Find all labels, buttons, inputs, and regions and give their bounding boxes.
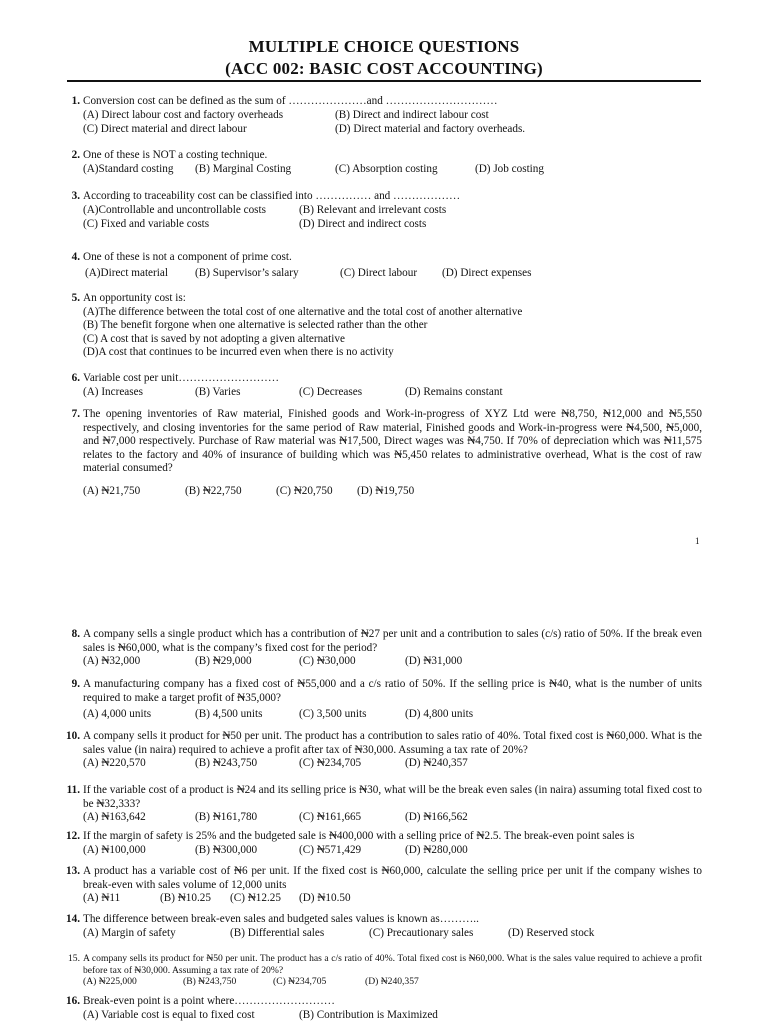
- option-a: (A) ₦100,000: [83, 843, 146, 856]
- question-5: [66, 292, 702, 360]
- question-stem: A company sells its product for ₦50 per unit. The product has a c/s ratio of 40%. Total fixed cost is ₦60,000. What is the sales value required to achieve a profit before tax of ₦30,000. Assuming a tax rate of 20%?: [83, 953, 702, 976]
- question-stem: If the variable cost of a product is ₦24 and its selling price is ₦30, what will be the break even sales (in naira) assuming total fixed cost to be ₦32,333?: [83, 784, 702, 810]
- question-6: [66, 372, 702, 400]
- option-b: (B) ₦10.25: [160, 892, 211, 905]
- question-stem: One of these is not a component of prime cost.: [83, 251, 292, 263]
- option-d: (D) Remains constant: [405, 385, 503, 398]
- option-d: (D) Reserved stock: [508, 926, 595, 939]
- question-16: [66, 995, 702, 1023]
- question-number: 3.: [71, 190, 80, 202]
- option-a: (A) ₦11: [83, 892, 121, 905]
- question-stem: A manufacturing company has a fixed cost of ₦55,000 and a c/s ratio of 50%. If the selling price is ₦40, what is the number of units required to make a target profit of ₦35,000?: [83, 678, 702, 704]
- option-b: (B) Direct and indirect labour cost: [335, 108, 489, 121]
- option-b: (B) Marginal Costing: [195, 162, 292, 175]
- question-number: 11.: [66, 784, 80, 796]
- question-1: [66, 95, 702, 137]
- option-a: (A) Margin of safety: [83, 926, 176, 939]
- option-b: (B) ₦161,780: [195, 811, 258, 824]
- option-b: (B) The benefit forgone when one alternative is selected rather than the other: [83, 319, 428, 332]
- option-b: (B) Supervisor’s salary: [195, 266, 299, 279]
- option-c: (C) ₦12.25: [230, 892, 281, 905]
- option-d: (D) Direct expenses: [442, 266, 532, 279]
- question-number: 10.: [66, 730, 80, 742]
- option-a: (A) ₦163,642: [83, 811, 146, 824]
- option-a: (A) Increases: [83, 385, 143, 398]
- question-7: [66, 408, 702, 499]
- option-b: (B) Relevant and irrelevant costs: [299, 203, 447, 216]
- option-a: (A) Variable cost is equal to fixed cost: [83, 1008, 255, 1021]
- question-number: 1.: [71, 95, 80, 107]
- question-2: [66, 149, 702, 177]
- question-stem: Break-even point is a point where………………………: [83, 995, 335, 1007]
- option-c: (C) Direct labour: [340, 266, 418, 279]
- option-a: (A)Controllable and uncontrollable costs: [83, 203, 266, 216]
- question-number: 5.: [71, 292, 80, 304]
- question-3: [66, 190, 702, 232]
- question-number: 8.: [71, 628, 80, 640]
- option-d: (D) ₦280,000: [405, 843, 468, 856]
- question-number: 15.: [68, 953, 80, 964]
- option-b: (B) 4,500 units: [195, 708, 263, 721]
- option-d: (D) ₦240,357: [405, 757, 468, 770]
- question-number: 13.: [66, 865, 80, 877]
- question-number: 7.: [71, 408, 80, 420]
- question-15: [66, 953, 702, 988]
- option-d: (D) ₦240,357: [365, 976, 419, 987]
- option-b: (B) Differential sales: [230, 926, 325, 939]
- option-c: (C) ₦20,750: [276, 484, 333, 497]
- question-stem: A company sells it product for ₦50 per unit. The product has a contribution to sales ratio of 40%. Total fixed cost is ₦60,000. What is the sales value (in naira) required to achieve a profit after tax of ₦30,000. Assuming a tax rate of 20%?: [83, 730, 702, 756]
- option-b: (B) ₦22,750: [185, 484, 242, 497]
- option-a: (A)The difference between the total cost of one alternative and the total cost of another alternative: [83, 305, 523, 318]
- question-9: [66, 678, 702, 722]
- option-b: (B) ₦243,750: [195, 757, 258, 770]
- option-d: (D) 4,800 units: [405, 708, 474, 721]
- option-d: (D)A cost that continues to be incurred even when there is no activity: [83, 346, 394, 359]
- option-a: (A) ₦225,000: [83, 976, 137, 987]
- option-c: (C) Direct material and direct labour: [83, 122, 247, 135]
- question-14: [66, 913, 702, 941]
- option-c: (C) Precautionary sales: [369, 926, 474, 939]
- option-b: (B) ₦243,750: [183, 976, 237, 987]
- question-number: 12.: [66, 830, 80, 842]
- question-13: [66, 865, 702, 906]
- question-4: [66, 251, 702, 281]
- question-number: 4.: [71, 251, 80, 263]
- question-stem: Conversion cost can be defined as the sum of …………………and …………………………: [83, 95, 498, 107]
- option-d: (D) Direct and indirect costs: [299, 217, 427, 230]
- page-number: 1: [695, 536, 700, 546]
- option-d: (D) ₦166,562: [405, 811, 468, 824]
- question-stem: The difference between break-even sales and budgeted sales values is known as………..: [83, 913, 479, 925]
- question-stem: According to traceability cost can be classified into …………… and ………………: [83, 190, 461, 202]
- option-b: (B) Varies: [195, 385, 241, 398]
- document-subtitle: (ACC 002: BASIC COST ACCOUNTING): [225, 59, 543, 78]
- option-a: (A) 4,000 units: [83, 708, 152, 721]
- option-a: (A)Standard costing: [83, 162, 174, 175]
- question-number: 6.: [71, 372, 80, 384]
- option-d: (D) Direct material and factory overheads.: [335, 122, 526, 135]
- question-stem: An opportunity cost is:: [83, 292, 186, 304]
- question-stem: If the margin of safety is 25% and the budgeted sale is ₦400,000 with a selling price of ₦2.5. The break-even point sales is: [83, 830, 635, 842]
- option-c: (C) ₦571,429: [299, 843, 362, 856]
- option-c: (C) Absorption costing: [335, 162, 438, 175]
- question-stem: One of these is NOT a costing technique.: [83, 149, 268, 161]
- option-c: (C) ₦161,665: [299, 811, 362, 824]
- option-a: (A) ₦21,750: [83, 484, 141, 497]
- question-number: 2.: [71, 149, 80, 161]
- option-c: (C) ₦30,000: [299, 655, 356, 668]
- option-c: (C) A cost that is saved by not adopting a given alternative: [83, 332, 345, 345]
- question-stem: A product has a variable cost of ₦6 per unit. If the fixed cost is ₦60,000, calculate the selling price per unit if the company wishes to break-even with sales volume of 12,000 units: [83, 865, 702, 891]
- option-a: (A) ₦220,570: [83, 757, 146, 770]
- question-number: 9.: [71, 678, 80, 690]
- option-d: (D) ₦31,000: [405, 655, 463, 668]
- title-divider: [67, 80, 701, 82]
- question-stem: Variable cost per unit………………………: [83, 372, 280, 384]
- option-b: (B) ₦29,000: [195, 655, 252, 668]
- question-stem: A company sells a single product which has a contribution of ₦27 per unit and a contribution to sales (c/s) ratio of 50%. If the break even sales is ₦60,000, what is the company’s fixed cost for the period?: [83, 628, 702, 654]
- question-11: [66, 784, 702, 825]
- option-c: (C) Decreases: [299, 385, 363, 398]
- option-b: (B) Contribution is Maximized: [299, 1008, 438, 1021]
- option-c: (C) ₦234,705: [273, 976, 327, 987]
- document-title: MULTIPLE CHOICE QUESTIONS: [248, 37, 520, 56]
- option-a: (A) Direct labour cost and factory overheads: [83, 108, 284, 121]
- question-number: 16.: [66, 995, 80, 1007]
- option-c: (C) ₦234,705: [299, 757, 362, 770]
- question-8: [66, 628, 702, 669]
- option-a: (A) ₦32,000: [83, 655, 141, 668]
- option-d: (D) Job costing: [475, 162, 544, 175]
- option-a: (A)Direct material: [85, 266, 168, 279]
- question-number: 14.: [66, 913, 80, 925]
- option-b: (B) ₦300,000: [195, 843, 258, 856]
- option-c: (C) Fixed and variable costs: [83, 217, 210, 230]
- question-10: [66, 730, 702, 771]
- option-d: (D) ₦19,750: [357, 484, 415, 497]
- question-stem: The opening inventories of Raw material, Finished goods and Work-in-progress of XYZ Ltd were ₦8,750, ₦12,000 and ₦5,550 respectively, and closing inventories for the same period of Raw material, Finished goods and Work-in-progress were ₦4,500, ₦5,000, and ₦7,000 respectively. Purchase of Raw material was ₦17,500, Direct wages was ₦4,750. If 70% of depreciation which was ₦11,575 relates to the factory and 40% of insurance of building which was ₦5,450 relates to administrative overhead, What is the cost of raw material consumed?: [83, 408, 702, 475]
- option-c: (C) 3,500 units: [299, 708, 367, 721]
- question-12: [66, 830, 702, 858]
- option-d: (D) ₦10.50: [299, 892, 351, 905]
